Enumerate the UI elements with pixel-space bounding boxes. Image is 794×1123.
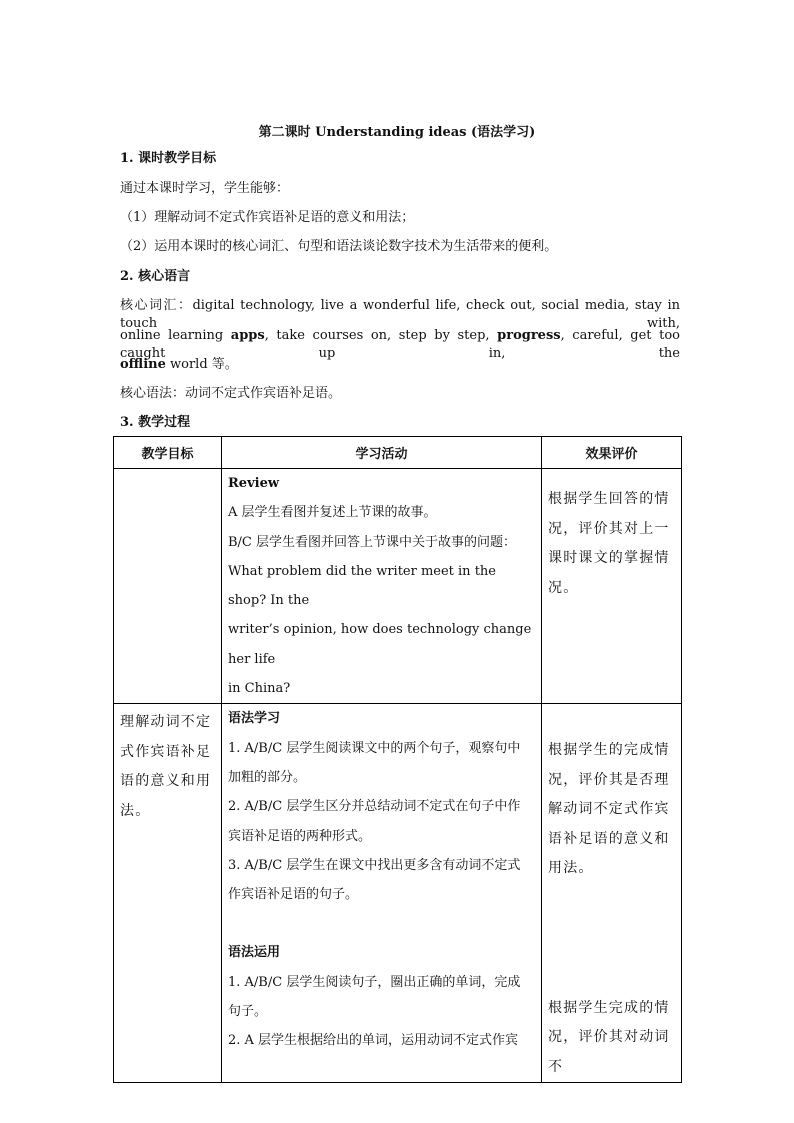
section-1-intro: 通过本课时学习，学生能够：: [120, 181, 290, 196]
vocab-bold-progress: progress: [497, 328, 561, 343]
header-goal: 教学目标: [114, 437, 222, 469]
header-evaluation: 效果评价: [542, 437, 682, 469]
activity-line: 1. A/B/C 层学生阅读课文中的两个句子，观察句中: [228, 740, 521, 756]
evaluation-cell: [542, 469, 682, 704]
core-vocab-label: 核心词汇：: [120, 298, 193, 313]
activity-line: 2. A/B/C 层学生区分并总结动词不定式在句子中作: [228, 799, 521, 815]
activity-line: 加粗的部分。: [228, 769, 307, 785]
vocab-fragment: , careful, get too caught up in, the: [120, 328, 680, 361]
goal-cell: [114, 469, 222, 704]
activity-line: A 层学生看图并复述上节课的故事。: [228, 505, 437, 521]
activity-line: B/C 层学生看图并回答上节课中关于故事的问题：: [228, 534, 517, 550]
activity-heading-grammar-learning: 语法学习: [228, 711, 281, 727]
vocab-fragment: , take courses on, step by step,: [264, 328, 498, 343]
activity-line: 3. A/B/C 层学生在课文中找出更多含有动词不定式: [228, 857, 521, 873]
vocab-bold-apps: apps: [230, 328, 265, 343]
core-vocab-line-3: [120, 356, 680, 374]
objective-item-1: （1）理解动词不定式作宾语补足语的意义和用法；: [120, 210, 415, 225]
activity-line: What problem did the writer meet in the shop? In the: [228, 563, 496, 609]
section-3-heading: 3. 教学过程: [120, 415, 191, 430]
core-vocab-text-1: digital technology, live a wonderful life, check out, social media, stay in touch with,: [120, 298, 680, 331]
activity-cell: [222, 469, 542, 704]
evaluation-text: 根据学生的完成情况，评价其是否理解动词不定式作宾语补足语的意义和用法。: [548, 742, 670, 877]
activity-cell: [222, 704, 542, 1083]
section-1-heading: 1. 课时教学目标: [120, 151, 217, 166]
evaluation-text: 根据学生回答的情况，评价其对上一课时课文的掌握情况。: [548, 491, 670, 596]
activity-line: 句子。: [228, 1004, 268, 1020]
core-grammar-line: 核心语法：动词不定式作宾语补足语。: [120, 386, 342, 401]
activity-line: 作宾语补足语的句子。: [228, 887, 359, 903]
table-header-row: [114, 437, 682, 469]
activity-line: in China?: [228, 681, 291, 697]
goal-text: 理解动词不定式作宾语补足语的意义和用法。: [120, 714, 212, 819]
table-row: [114, 704, 682, 1083]
activity-heading-grammar-practice: 语法运用: [228, 945, 281, 961]
activity-heading-review: Review: [228, 476, 280, 491]
spacer: [228, 909, 535, 938]
teaching-process-table: [113, 436, 682, 1083]
goal-cell: [114, 704, 222, 1083]
lesson-title: 第二课时 Understanding ideas (语法学习): [258, 125, 536, 140]
activity-line: 2. A 层学生根据给出的单词，运用动词不定式作宾: [228, 1033, 519, 1049]
header-activity: 学习活动: [222, 437, 542, 469]
evaluation-cell: [542, 704, 682, 1083]
section-2-heading: 2. 核心语言: [120, 269, 191, 284]
vocab-fragment: online learning: [120, 328, 231, 343]
objective-item-2: （2）运用本课时的核心词汇、句型和语法谈论数字技术为生活带来的便利。: [120, 239, 558, 254]
activity-line: writer’s opinion, how does technology change her life: [228, 622, 532, 667]
activity-line: 宾语补足语的两种形式。: [228, 828, 372, 844]
vocab-fragment: world 等。: [165, 357, 238, 372]
vocab-bold-offline: offline: [120, 357, 166, 372]
activity-line: 1. A/B/C 层学生阅读句子，圈出正确的单词，完成: [228, 974, 521, 990]
evaluation-text-2: 根据学生完成的情况，评价其对动词不: [548, 999, 670, 1075]
table-row: [114, 469, 682, 704]
